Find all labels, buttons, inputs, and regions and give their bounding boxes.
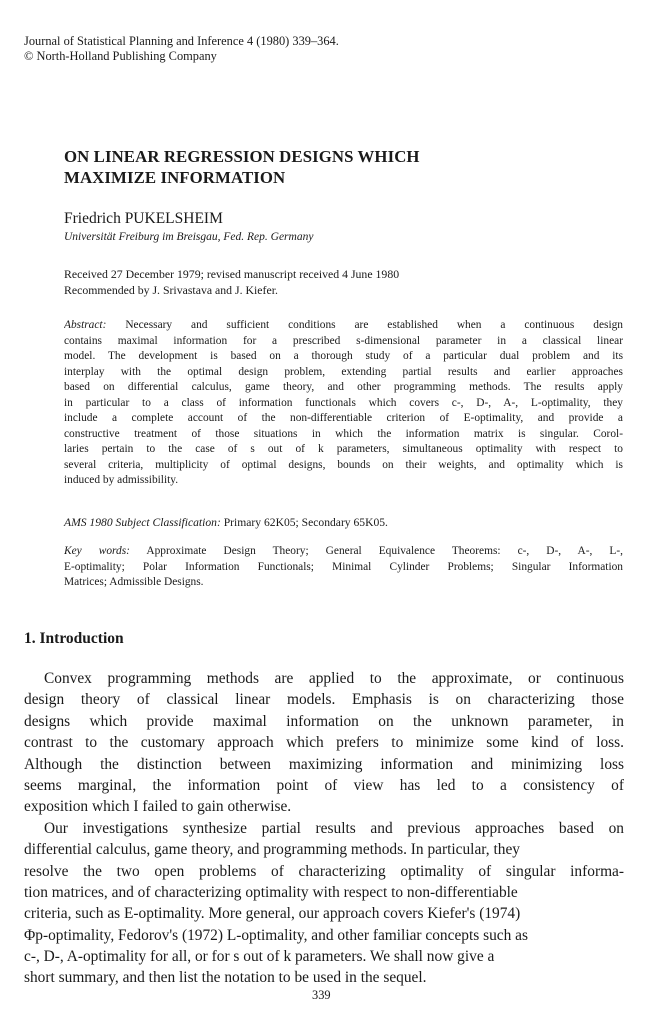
abstract-line: laries pertain to the case of s out of k parameters, simultaneous optimality with respect to	[64, 443, 623, 456]
section-heading: 1. Introduction	[24, 630, 124, 647]
keywords-label: Key words:	[64, 545, 130, 557]
abstract	[64, 318, 623, 489]
title-line-1: ON LINEAR REGRESSION DESIGNS WHICH	[64, 147, 420, 166]
author-name: Friedrich PUKELSHEIM	[64, 210, 223, 227]
keywords	[64, 544, 623, 591]
body-line: Φp-optimality, Fedorov's (1972) L-optimality, and other familiar concepts such as	[24, 926, 528, 944]
body-line: differential calculus, game theory, and programming methods. In particular, they	[24, 841, 520, 859]
abstract-line: in particular to a class of information functionals which covers c-, D-, A-, L-optimality, they	[64, 396, 623, 409]
body-line: c-, D-, A-optimality for all, or for s out of k parameters. We shall now give a	[24, 948, 495, 966]
body-text	[24, 668, 624, 989]
paper-title	[64, 146, 624, 188]
recommended-line: Recommended by J. Srivastava and J. Kiefer.	[64, 283, 278, 297]
body-line: seems marginal, the information point of view has led to a consistency of	[24, 776, 624, 794]
body-line: exposition which I failed to gain otherwise.	[24, 798, 292, 816]
body-line: contrast to the customary approach which prefers to minimize some kind of loss.	[24, 734, 624, 752]
abstract-line: model. The development is based on a thorough study of a particular dual problem and its	[64, 350, 623, 363]
body-line: short summary, and then list the notation to be used in the sequel.	[24, 969, 427, 987]
body-line: Although the distinction between maximizing information and minimizing loss	[24, 755, 624, 773]
abstract-line: interplay with the optimal design problem, extending partial results and earlier approaches	[64, 365, 623, 378]
body-line: Our investigations synthesize partial results and previous approaches based on	[44, 819, 624, 837]
abstract-line: Abstract: Necessary and sufficient conditions are established when a continuous design	[64, 319, 623, 331]
keywords-line: E-optimality; Polar Information Functionals; Minimal Cylinder Problems; Singular Information	[64, 560, 623, 573]
received-line: Received 27 December 1979; revised manuscript received 4 June 1980	[64, 267, 400, 281]
body-line: design theory of classical linear models. Emphasis is on characterizing those	[24, 691, 624, 709]
publisher-line: © North-Holland Publishing Company	[24, 49, 217, 63]
abstract-line: several criteria, multiplicity of optimal designs, bounds on their weights, and optimality which is	[64, 458, 623, 471]
abstract-line: constructive treatment of those situations in which the information matrix is singular. Corol-	[64, 427, 623, 440]
body-line: criteria, such as E-optimality. More general, our approach covers Kiefer's (1974)	[24, 905, 521, 923]
abstract-label: Abstract:	[64, 319, 107, 331]
ams-classification	[64, 516, 388, 529]
received-dates	[64, 266, 399, 298]
abstract-line: based on differential calculus, game theory, and other programming methods. The results apply	[64, 381, 623, 394]
journal-citation: Journal of Statistical Planning and Inference 4 (1980) 339–364.	[24, 34, 339, 48]
keywords-line: Key words: Approximate Design Theory; General Equivalence Theorems: c-, D-, A-, L-,	[64, 545, 623, 557]
ams-text: Primary 62K05; Secondary 65K05.	[223, 516, 388, 529]
keywords-line: Matrices; Admissible Designs.	[64, 576, 204, 589]
journal-header	[24, 34, 339, 64]
ams-label: AMS 1980 Subject Classification:	[64, 516, 221, 529]
body-line: Convex programming methods are applied to the approximate, or continuous	[44, 670, 624, 687]
body-line: designs which provide maximal information on the unknown parameter, in	[24, 712, 624, 730]
body-line: resolve the two open problems of characterizing optimality of singular informa-	[24, 862, 624, 880]
title-line-2: MAXIMIZE INFORMATION	[64, 168, 286, 187]
abstract-line: include a complete account of the non-differentiable criterion of E-optimality, and provide a	[64, 412, 623, 425]
author-affiliation: Universität Freiburg im Breisgau, Fed. Rep. Germany	[64, 231, 314, 243]
body-line: tion matrices, and of characterizing optimality with respect to non-differentiable	[24, 883, 518, 901]
abstract-line: contains maximal information for a prescribed s-dimensional parameter in a classical linear	[64, 334, 623, 347]
abstract-line: induced by admissibility.	[64, 474, 179, 487]
page-number: 339	[312, 988, 331, 1002]
